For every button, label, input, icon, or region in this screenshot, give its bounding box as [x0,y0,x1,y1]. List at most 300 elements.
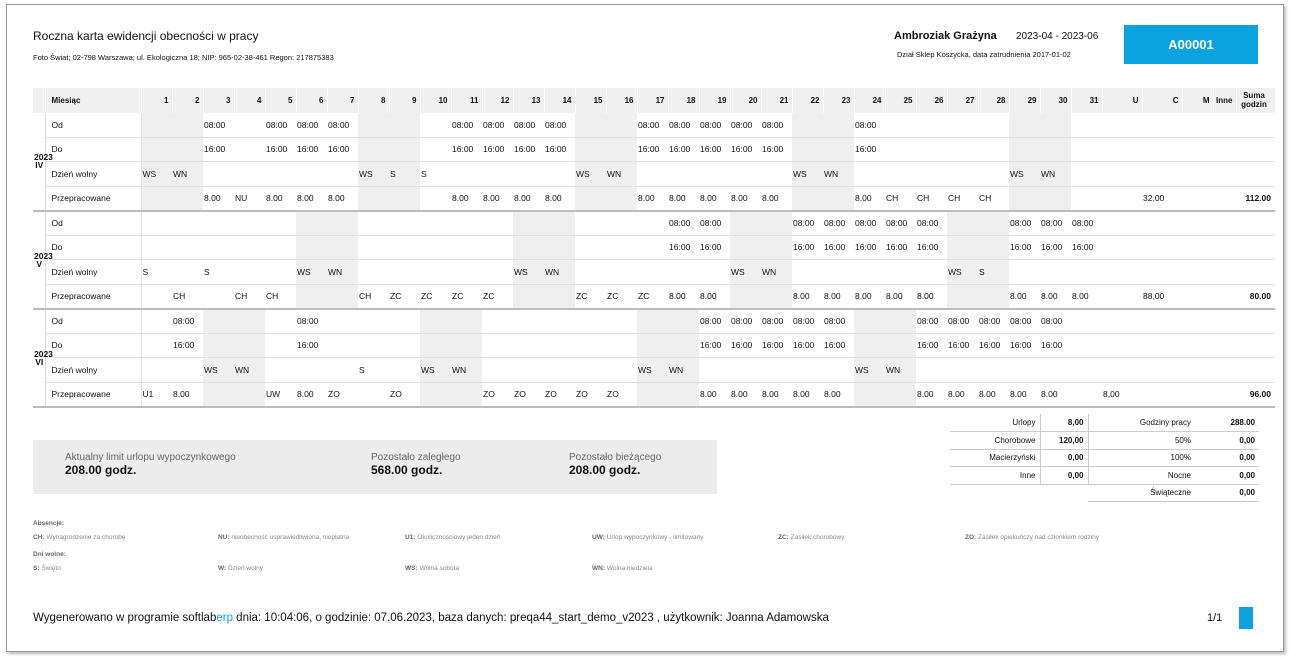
day-cell: WN [668,358,699,383]
current-leave-label: Pozostało bieżącego [569,452,662,463]
day-cell: 08:00 [451,113,482,138]
day-cell [265,358,296,383]
day-cell: 08:00 [296,309,327,334]
sum-cell [1213,382,1236,407]
day-cell: 08:00 [699,211,730,236]
day-cell [1071,137,1102,162]
legend-desc: Urlop wypoczynkowy - limitowany [606,534,704,541]
day-cell [234,333,265,358]
day-cell [234,113,265,138]
day-cell [575,333,606,358]
summary-row [950,484,1259,502]
summary-label: Świąteczne [1088,484,1195,502]
day-cell: WS [792,162,823,187]
day-cell [606,186,637,211]
day-cell [978,137,1009,162]
summary-label: Urlopy [950,414,1040,432]
day-cell: 16:00 [730,137,761,162]
free-day-legend-item [218,565,263,572]
day-cell [513,309,544,334]
day-cell [420,186,451,211]
day-cell: WS [575,162,606,187]
day-cell: 16:00 [513,137,544,162]
day-cell [358,333,389,358]
day-cell [358,235,389,260]
day-cell [854,309,885,334]
day-cell: 8.00 [1071,284,1102,309]
day-cell [513,211,544,236]
day-cell [265,235,296,260]
footer-erp: erp [216,612,233,624]
day-cell: 16:00 [947,333,978,358]
sum-cell: 8,00 [1102,382,1142,407]
day-cell: 8.00 [296,186,327,211]
annual-leave-label: Aktualny limit urlopu wypoczynkowego [65,452,236,463]
day-cell: S [978,260,1009,285]
day-cell: WN [1040,162,1071,187]
day-header-23: 23 [823,88,854,113]
day-cell: 8.00 [947,382,978,407]
day-cell [451,382,482,407]
day-cell: 16:00 [761,333,792,358]
day-cell [327,284,358,309]
day-cell [730,235,761,260]
day-header-18: 18 [668,88,699,113]
day-cell: 08:00 [296,113,327,138]
day-cell: 16:00 [451,137,482,162]
day-cell [947,284,978,309]
day-cell [1071,186,1102,211]
day-cell [575,211,606,236]
summary-row [950,449,1259,467]
day-cell [141,309,172,334]
day-cell [358,137,389,162]
summary-value: 0,00 [1040,449,1088,467]
day-cell [1040,137,1071,162]
month-roman: IV [35,160,44,170]
day-cell [637,382,668,407]
day-cell: ZO [482,382,513,407]
day-cell: 16:00 [699,235,730,260]
current-leave [569,452,661,477]
day-cell: 08:00 [730,113,761,138]
day-cell: 16:00 [792,235,823,260]
day-cell [1009,137,1040,162]
day-cell [420,113,451,138]
day-cell: 08:00 [637,113,668,138]
day-cell: 8.00 [885,284,916,309]
legend-desc: Dzień wolny [228,565,264,572]
day-cell [296,162,327,187]
day-cell [1009,260,1040,285]
day-cell [451,235,482,260]
day-cell: 16:00 [1040,333,1071,358]
day-cell: 08:00 [792,211,823,236]
sum-cell [1102,358,1142,383]
day-cell: ZO [327,382,358,407]
day-header-3: 3 [203,88,234,113]
summary-value: 8,00 [1040,414,1088,432]
day-cell: ZC [606,284,637,309]
attendance-body [33,113,1275,407]
day-cell: 8.00 [761,186,792,211]
day-cell [1071,113,1102,138]
day-cell: 08:00 [854,211,885,236]
day-header-5: 5 [265,88,296,113]
day-cell [172,113,203,138]
total-hours-cell [1236,333,1275,358]
day-cell: CH [978,186,1009,211]
day-cell: S [358,358,389,383]
total-hours-cell: 96.00 [1236,382,1275,407]
day-cell: CH [947,186,978,211]
day-cell [513,358,544,383]
day-cell: CH [234,284,265,309]
day-cell [203,235,234,260]
sum-cell [1102,137,1142,162]
day-cell: WS [203,358,234,383]
day-cell [1071,309,1102,334]
day-cell [761,284,792,309]
summary-empty [950,484,1040,502]
summary-label: 50% [1088,432,1195,450]
day-cell [854,260,885,285]
sum-cell [1182,113,1213,138]
day-cell: 8.00 [699,382,730,407]
day-cell [420,309,451,334]
sum-cell [1142,235,1182,260]
day-cell [823,137,854,162]
day-cell [296,235,327,260]
legend-code: ZC: [778,534,789,541]
day-cell: 08:00 [947,309,978,334]
day-cell: WN [327,260,358,285]
day-cell [699,162,730,187]
summary-label: Nocne [1088,467,1195,485]
day-cell [544,333,575,358]
day-cell: 8.00 [544,186,575,211]
day-cell: WS [358,162,389,187]
day-header-26: 26 [916,88,947,113]
day-cell: 08:00 [854,113,885,138]
day-cell: 08:00 [1071,211,1102,236]
day-cell [699,358,730,383]
absence-legend-item [778,534,844,541]
day-cell: 16:00 [854,235,885,260]
day-cell [544,358,575,383]
day-cell [420,333,451,358]
total-hours-cell [1236,358,1275,383]
day-cell: 08:00 [978,309,1009,334]
day-cell [203,309,234,334]
legend-desc: Okolicznościowy jeden dzień [417,534,501,541]
day-cell: WN [544,260,575,285]
day-cell [699,260,730,285]
day-cell: 8.00 [792,284,823,309]
day-cell [141,113,172,138]
day-cell [513,333,544,358]
day-cell: WS [637,358,668,383]
day-cell: ZO [575,382,606,407]
day-cell: 16:00 [978,333,1009,358]
day-cell [141,235,172,260]
day-cell: 16:00 [296,137,327,162]
summary-value: 0,00 [1195,432,1259,450]
sum-cell: 88,00 [1142,284,1182,309]
day-cell [358,309,389,334]
day-header-22: 22 [792,88,823,113]
sum-cell [1213,358,1236,383]
day-header-1: 1 [141,88,172,113]
day-cell [606,235,637,260]
day-cell [203,162,234,187]
day-cell [544,235,575,260]
day-cell [1071,382,1102,407]
document-title: Roczna karta ewidencji obecności w pracy [33,29,259,43]
day-cell: ZO [513,382,544,407]
day-cell [172,260,203,285]
day-cell [141,186,172,211]
day-cell: 08:00 [1009,309,1040,334]
table-row [33,211,1275,236]
sum-cell [1102,162,1142,187]
summary-label: Chorobowe [950,432,1040,450]
day-cell [451,162,482,187]
day-cell: WS [1009,162,1040,187]
summary-row [950,414,1259,432]
day-header-27: 27 [947,88,978,113]
day-cell: WN [761,260,792,285]
table-row [33,333,1275,358]
day-cell [792,186,823,211]
day-cell [1009,113,1040,138]
day-cell [327,235,358,260]
day-cell [637,309,668,334]
day-cell: 16:00 [265,137,296,162]
day-cell [730,162,761,187]
day-cell [265,260,296,285]
day-cell [265,211,296,236]
day-cell [854,333,885,358]
day-cell: 8.00 [823,284,854,309]
sum-cell [1182,260,1213,285]
day-cell: 8.00 [172,382,203,407]
day-cell: 16:00 [823,235,854,260]
day-cell [916,162,947,187]
day-cell: 8.00 [854,284,885,309]
day-cell [885,113,916,138]
day-cell [885,137,916,162]
day-cell: S [420,162,451,187]
summary-label: Macierzyński [950,449,1040,467]
day-cell [823,358,854,383]
day-cell [1009,358,1040,383]
day-cell [606,211,637,236]
row-label: Od [45,309,141,334]
sum-cell [1213,113,1236,138]
day-cell [544,309,575,334]
day-cell: 8.00 [792,382,823,407]
day-cell: 8.00 [1040,382,1071,407]
day-cell [1040,260,1071,285]
day-cell: 8.00 [513,186,544,211]
day-cell: WN [451,358,482,383]
day-cell [637,211,668,236]
day-cell [761,235,792,260]
day-header-6: 6 [296,88,327,113]
annual-leave-limit [65,452,236,477]
day-cell [389,358,420,383]
day-cell [947,162,978,187]
day-cell [482,309,513,334]
day-cell [172,211,203,236]
day-cell: 08:00 [544,113,575,138]
day-cell: 08:00 [1009,211,1040,236]
day-cell: 8.00 [978,382,1009,407]
row-label: Do [45,235,141,260]
day-cell [141,211,172,236]
sum-cell [1102,333,1142,358]
day-cell: UW [265,382,296,407]
sum-cell [1142,162,1182,187]
day-cell [234,137,265,162]
day-cell: 16:00 [916,333,947,358]
day-cell: 08:00 [265,113,296,138]
month-year: 2023 [34,348,53,359]
report-period: 2023-04 - 2023-06 [1016,31,1099,42]
legend-desc: Zasiłek chorobowy [790,534,845,541]
day-cell [358,113,389,138]
day-cell: 8.00 [854,186,885,211]
day-cell [575,186,606,211]
day-cell [203,211,234,236]
day-cell: 08:00 [172,309,203,334]
day-cell: CH [885,186,916,211]
day-cell: 8.00 [1009,284,1040,309]
day-cell: 08:00 [730,309,761,334]
row-label: Od [45,211,141,236]
day-cell: 08:00 [916,211,947,236]
day-cell [947,137,978,162]
day-cell: 16:00 [327,137,358,162]
day-cell [544,162,575,187]
day-cell [482,260,513,285]
sum-cell [1102,113,1142,138]
sum-cell [1182,309,1213,334]
day-cell [978,284,1009,309]
sum-cell [1102,260,1142,285]
legend-desc: Święto [41,565,61,572]
day-header-11: 11 [451,88,482,113]
day-cell [265,162,296,187]
day-cell [358,382,389,407]
sum-cell [1102,309,1142,334]
day-cell [978,358,1009,383]
day-cell [420,260,451,285]
day-cell: 8.00 [265,186,296,211]
month-roman: VI [35,356,44,367]
day-cell: 08:00 [668,113,699,138]
summary-value: 0,00 [1195,484,1259,502]
day-header-30: 30 [1040,88,1071,113]
day-cell [544,211,575,236]
day-cell [544,284,575,309]
summary-value: 0,00 [1040,467,1088,485]
employee-name: Ambroziak Grażyna [894,30,997,42]
sum-cell [1182,333,1213,358]
day-cell [420,382,451,407]
employee-department: Dział Sklep Koszycka, data zatrudnienia 2017-01-02 [897,50,1071,59]
row-label: Od [45,113,141,138]
day-cell [203,284,234,309]
summary-table [950,414,1259,502]
footer-generated-info [33,612,829,624]
summary-empty [1040,484,1088,502]
day-cell [482,211,513,236]
day-cell [327,162,358,187]
day-cell: 8.00 [296,382,327,407]
day-cell: 8.00 [823,382,854,407]
day-cell [1040,113,1071,138]
footer-suffix: dnia: 10:04:06, o godzinie: 07.06.2023, baza danych: preqa44_start_demo_v2023 , użytkownik: Joanna Adamowska [232,612,829,624]
day-cell [482,235,513,260]
day-cell: 16:00 [1009,333,1040,358]
day-cell [947,113,978,138]
sum-cell [1142,382,1182,407]
day-cell [327,333,358,358]
day-cell: 08:00 [885,211,916,236]
total-hours-cell: 80.00 [1236,284,1275,309]
total-hours-cell [1236,260,1275,285]
day-header-10: 10 [420,88,451,113]
day-cell [668,260,699,285]
day-cell [606,358,637,383]
summary-label: Godziny pracy [1088,414,1195,432]
day-cell: WN [606,162,637,187]
day-cell: ZC [482,284,513,309]
free-day-legend-item [592,565,653,572]
day-cell [296,284,327,309]
day-cell: 8.00 [668,284,699,309]
day-cell [916,260,947,285]
day-cell [1071,358,1102,383]
employee-code-badge: A00001 [1124,25,1258,64]
day-cell: 08:00 [203,113,234,138]
day-cell: ZO [544,382,575,407]
summary-value: 288.00 [1195,414,1259,432]
day-cell [885,382,916,407]
day-cell: 16:00 [699,333,730,358]
day-cell [203,333,234,358]
day-cell: WN [885,358,916,383]
free-days-legend-title: Dni wolne: [33,551,66,558]
table-row [33,186,1275,211]
day-cell [575,137,606,162]
day-cell: 08:00 [1040,211,1071,236]
day-cell [637,235,668,260]
legend-desc: Wynagrodzenie za chorobę [46,534,126,541]
page-number: 1/1 [1207,612,1223,624]
day-cell: ZC [575,284,606,309]
day-cell: 16:00 [1071,235,1102,260]
day-cell [978,162,1009,187]
day-cell: 08:00 [699,113,730,138]
row-label: Przepracowane [45,382,141,407]
day-cell [358,260,389,285]
day-header-7: 7 [327,88,358,113]
day-cell: 16:00 [823,333,854,358]
free-day-legend-item [405,565,459,572]
